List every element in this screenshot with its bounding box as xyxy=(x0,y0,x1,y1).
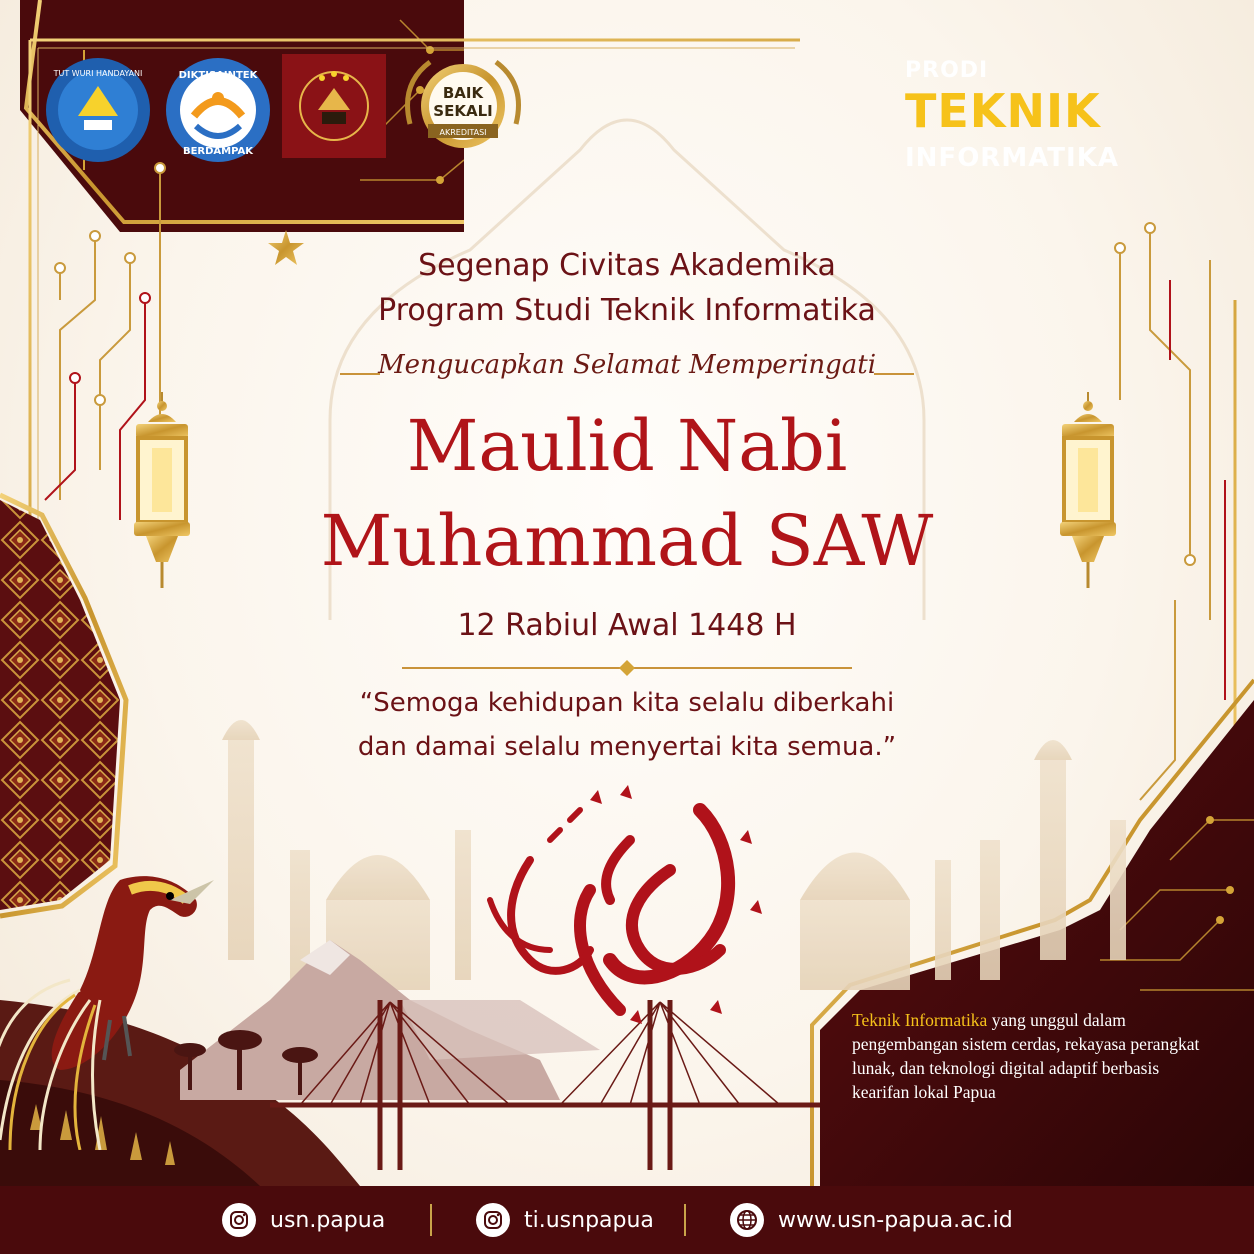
university-logo xyxy=(282,54,386,158)
greeting-tagline: Mengucapkan Selamat Memperingati xyxy=(377,350,877,380)
instagram-handle-ti: ti.usnpapua xyxy=(524,1207,654,1233)
instagram-icon xyxy=(476,1203,510,1237)
main-title-line-2: Muhammad SAW xyxy=(320,500,934,582)
kemdikbud-text: TUT WURI HANDAYANI xyxy=(53,69,143,78)
muhammad-calligraphy xyxy=(470,780,790,1040)
quote-line-1: “Semoga kehidupan kita selalu diberkahi xyxy=(359,688,895,718)
hijri-date: 12 Rabiul Awal 1448 H xyxy=(457,608,797,643)
footer-instagram-ti[interactable] xyxy=(476,1202,654,1238)
footer-divider xyxy=(684,1204,686,1236)
prodi-label: PRODI xyxy=(905,58,989,83)
prodi-title: TEKNIK xyxy=(905,84,1101,138)
accreditation-badge xyxy=(400,54,526,160)
main-title-line-1: Maulid Nabi xyxy=(406,405,848,487)
org-line-2: Program Studi Teknik Informatika xyxy=(378,293,876,328)
website-url: www.usn-papua.ac.id xyxy=(778,1207,1013,1233)
instagram-handle-usn: usn.papua xyxy=(270,1207,386,1233)
kemdikbud-logo xyxy=(44,56,152,164)
quote-line-2: dan damai selalu menyertai kita semua.” xyxy=(357,732,897,762)
org-line-1: Segenap Civitas Akademika xyxy=(418,248,836,283)
prodi-subtitle: INFORMATIKA xyxy=(905,143,1119,173)
accreditation-line2: SEKALI xyxy=(433,102,493,120)
accreditation-line3: AKREDITASI xyxy=(439,128,487,137)
globe-icon xyxy=(730,1203,764,1237)
footer-instagram-usn[interactable] xyxy=(222,1202,385,1238)
bird-of-paradise-illustration xyxy=(0,820,230,1150)
program-description xyxy=(852,1008,1210,1104)
program-description-text: yang unggul dalam pengembangan sistem cerdas, rekayasa perangkat lunak, dan teknologi digital adaptif berbasis kearifan lokal Papua xyxy=(852,1010,1200,1102)
program-description-highlight: Teknik Informatika xyxy=(852,1010,988,1030)
diktisaintek-top-text: DIKTISAINTEK xyxy=(178,70,258,81)
diktisaintek-bottom-text: BERDAMPAK xyxy=(182,146,254,157)
footer-website[interactable] xyxy=(730,1202,1013,1238)
instagram-icon xyxy=(222,1203,256,1237)
footer-bar xyxy=(0,1186,1254,1254)
accreditation-line1: BAIK xyxy=(442,84,484,102)
diktisaintek-logo xyxy=(164,56,272,164)
footer-divider xyxy=(430,1204,432,1236)
